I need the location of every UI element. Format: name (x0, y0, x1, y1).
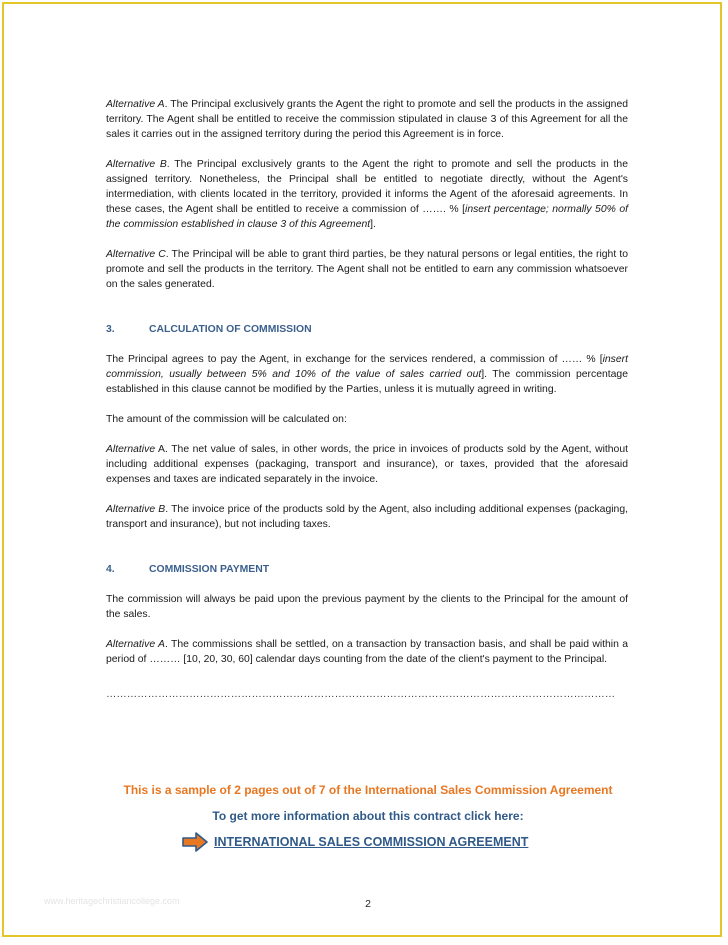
paragraph-alternative-b-invoice-price (106, 502, 628, 532)
alternative-label: Alternative B (106, 504, 166, 515)
alternative-label: Alternative A (106, 99, 165, 110)
document-body (106, 97, 628, 702)
more-info-text: To get more information about this contract click here: (212, 809, 524, 823)
section-title: CALCULATION OF COMMISSION (149, 324, 312, 335)
paragraph-text: . The commissions shall be settled, on a transaction by transaction basis, and shall be paid within a period of ……… [10, 20, 30, 60] calendar days counting from the date of the client's payment to the Principal. (106, 639, 628, 665)
paragraph-text: . The Principal exclusively grants to the Agent the right to promote and sell the products in the assigned territory. Nonetheless, the Principal shall be entitled to negotiate directly, without the Agent's intermediation, with clients located in the territory, provided it informs the Agent of the aforesaid agreements. In these cases, the Agent shall be entitled to receive a commission of ……. % [ (106, 159, 628, 215)
page-number: 2 (365, 898, 371, 910)
paragraph-calculation-intro (106, 412, 628, 427)
alternative-label: Alternative C (106, 249, 166, 260)
alternative-label: Alternative B (106, 159, 167, 170)
paragraph-alternative-b-territory (106, 157, 628, 232)
paragraph-text: . The invoice price of the products sold by the Agent, also including additional expenses (packaging, transport and insurance), but not including taxes. (106, 504, 628, 530)
sample-notice: This is a sample of 2 pages out of 7 of the International Sales Commission Agreement (123, 783, 613, 797)
paragraph-alternative-a-net-value (106, 442, 628, 487)
arrow-right-icon (182, 832, 208, 852)
watermark: www.heritagechristiancollege.com (44, 896, 180, 906)
paragraph-alternative-a-settlement (106, 637, 628, 667)
alternative-label: Alternative (106, 444, 156, 455)
paragraph-alternative-c-territory (106, 247, 628, 292)
paragraph-text: The commission will always be paid upon the previous payment by the clients to the Principal for the amount of the sales. (106, 594, 628, 620)
paragraph-alternative-a-territory (106, 97, 628, 142)
paragraph-text: ]. (370, 219, 376, 230)
alternative-label: Alternative A (106, 639, 165, 650)
section-title: COMMISSION PAYMENT (149, 564, 270, 575)
agreement-link[interactable]: INTERNATIONAL SALES COMMISSION AGREEMENT (214, 835, 529, 849)
section-heading-calculation (106, 322, 628, 337)
paragraph-text: The amount of the commission will be calculated on: (106, 414, 347, 425)
paragraph-text: . The Principal exclusively grants the Agent the right to promote and sell the products in the assigned territory. The Agent shall be entitled to receive the commission stipulated in clause 3 of this Agreement for all the sales it carries out in the assigned territory during the period this Agreement is in force. (106, 99, 628, 140)
section-number: 4. (106, 564, 115, 575)
agreement-link-row[interactable] (182, 832, 528, 852)
paragraph-text: The Principal agrees to pay the Agent, in exchange for the services rendered, a commission of …… % [ (106, 354, 603, 365)
dotted-separator: ………………………………………………………………………………………………………………………………… (106, 689, 616, 700)
paragraph-text: . The Principal will be able to grant third parties, be they natural persons or legal entities, the right to promote and sell the products in the territory. The Agent shall not be entitled to earn any commission whatsoever on the sales generated. (106, 249, 628, 290)
paragraph-text: A. The net value of sales, in other words, the price in invoices of products sold by the Agent, without including additional expenses (packaging, transport and insurance), or taxes, provided that the aforesaid expenses and taxes are indicated separately in the invoice. (106, 444, 628, 485)
paragraph-commission-rate (106, 352, 628, 397)
paragraph-payment-condition (106, 592, 628, 622)
instruction-note: insert commission, usually between 5% and 10% of the value of sales carried out (106, 354, 628, 380)
paragraph-text: ]. The commission percentage established in this clause cannot be modified by the Parties, unless it is mutually agreed in writing. (106, 369, 628, 395)
section-heading-payment (106, 562, 628, 577)
instruction-note: insert percentage; normally 50% of the commission established in clause 3 of this Agreement (106, 204, 628, 230)
section-number: 3. (106, 324, 115, 335)
document-page (2, 2, 722, 937)
